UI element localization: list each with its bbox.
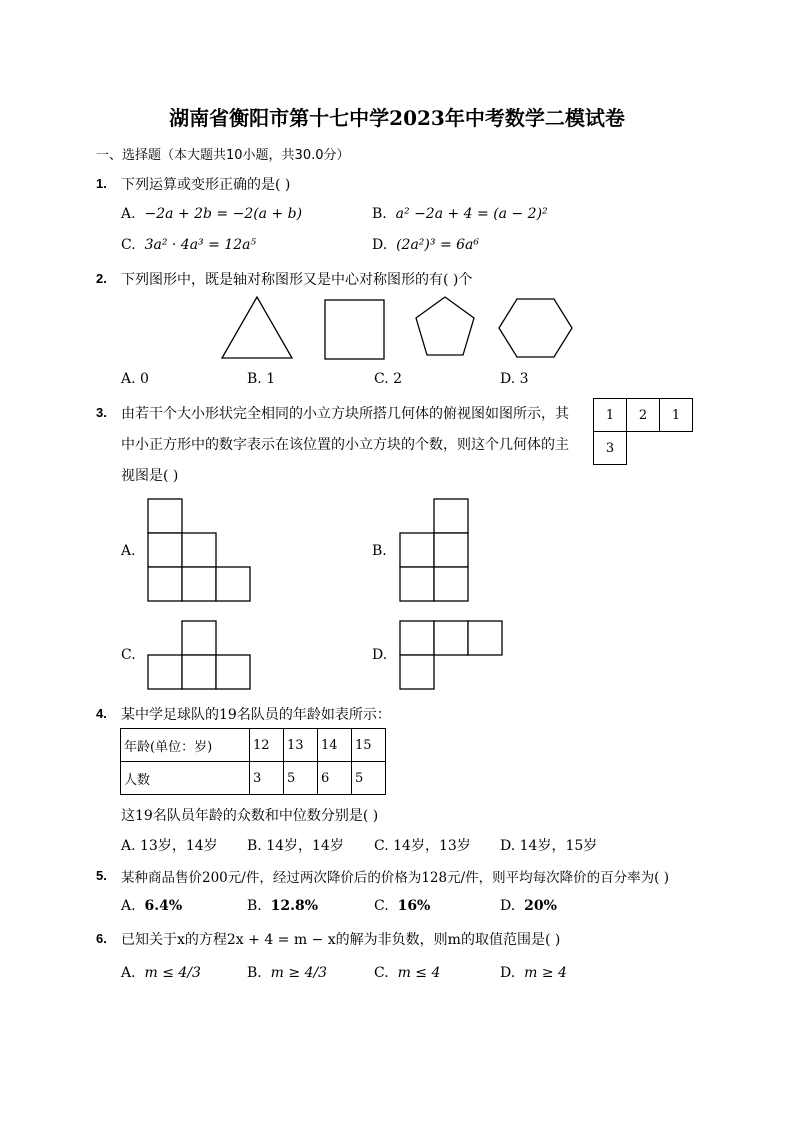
option-text: m ≥ 4/3 — [270, 965, 328, 981]
question-number: 2. — [96, 271, 107, 286]
option-text: 14岁，13岁 — [393, 838, 471, 854]
option-letter: C. — [121, 237, 136, 253]
option-a[interactable] — [121, 965, 201, 981]
option-c[interactable] — [374, 898, 430, 914]
front-view-d — [399, 620, 505, 692]
option-text: 14岁，14岁 — [266, 838, 344, 854]
table-cell: 5 — [352, 762, 386, 795]
table-cell: 15 — [352, 729, 386, 762]
option-letter: D. — [500, 898, 516, 914]
option-letter: A. — [121, 371, 136, 387]
option-letter: D. — [500, 371, 516, 387]
option-letter: A. — [121, 206, 136, 222]
option-text: m ≤ 4/3 — [144, 965, 201, 981]
table-row — [121, 762, 386, 795]
empty-cell — [660, 432, 693, 465]
option-a[interactable] — [121, 371, 149, 387]
option-text: m ≥ 4 — [524, 965, 567, 981]
option-d[interactable] — [500, 835, 597, 855]
empty-cell — [627, 432, 660, 465]
option-c[interactable]: C. — [121, 647, 136, 663]
option-letter: C. — [374, 965, 389, 981]
option-d[interactable] — [500, 371, 529, 387]
option-d[interactable]: D. — [372, 647, 388, 663]
option-text: 16% — [397, 898, 431, 914]
option-text: 1 — [266, 371, 276, 387]
question-number: 6. — [96, 931, 107, 946]
question-line: 视图是( ) — [121, 468, 179, 484]
table-cell: 人数 — [121, 762, 250, 795]
option-a[interactable] — [121, 898, 182, 914]
option-b[interactable]: B. — [372, 543, 387, 559]
option-text: m ≤ 4 — [397, 965, 441, 981]
question-text: 下列运算或变形正确的是( ) — [121, 177, 291, 193]
option-text: 12.8% — [270, 898, 319, 914]
pentagon-figure — [416, 297, 474, 355]
age-table — [120, 728, 386, 795]
top-view-grid — [593, 398, 693, 465]
question-number: 4. — [96, 706, 107, 721]
option-text: −2a + 2b = −2(a + b) — [144, 206, 303, 222]
front-view-a — [147, 498, 253, 604]
section-heading: 一、选择题（本大题共10小题，共30.0分） — [96, 148, 350, 163]
option-letter: B. — [247, 371, 262, 387]
option-a[interactable] — [121, 835, 218, 855]
option-text: 6.4% — [144, 898, 183, 914]
option-letter: B. — [247, 898, 262, 914]
option-text: a² −2a + 4 = (a − 2)² — [395, 206, 548, 222]
option-a[interactable]: A. — [121, 543, 136, 559]
table-cell: 5 — [284, 762, 318, 795]
question-number: 5. — [96, 868, 107, 883]
triangle-figure — [222, 297, 292, 358]
square-figure — [325, 300, 384, 359]
table-row — [121, 729, 386, 762]
option-letter: A. — [121, 898, 136, 914]
question-text: 某种商品售价200元/件，经过两次降价后的价格为128元/件，则平均每次降价的百分率为( ) — [121, 870, 669, 886]
question-line: 中小正方形中的数字表示在该位置的小立方块的个数，则这个几何体的主 — [121, 437, 569, 453]
option-d[interactable] — [500, 898, 557, 914]
option-b[interactable] — [372, 206, 548, 222]
table-cell: 14 — [318, 729, 352, 762]
option-text: 20% — [524, 898, 557, 914]
option-letter: A. — [121, 838, 136, 854]
option-text: 2 — [393, 371, 403, 387]
question-text: 这19名队员年龄的众数和中位数分别是( ) — [121, 808, 379, 824]
option-b[interactable] — [247, 965, 327, 981]
option-text: 13岁，14岁 — [140, 838, 218, 854]
top-view-cell: 1 — [660, 399, 693, 432]
table-cell: 3 — [250, 762, 284, 795]
option-letter: A. — [121, 965, 136, 981]
option-a[interactable] — [121, 206, 302, 222]
option-b[interactable] — [247, 835, 344, 855]
option-letter: B. — [247, 838, 262, 854]
page-title: 湖南省衡阳市第十七中学2023年中考数学二模试卷 — [169, 106, 625, 130]
option-text: 14岁，15岁 — [519, 838, 598, 854]
option-c[interactable] — [374, 371, 402, 387]
option-d[interactable] — [372, 237, 479, 253]
option-letter: D. — [372, 237, 388, 253]
option-text: 3a² · 4a³ = 12a⁵ — [144, 237, 257, 253]
option-d[interactable] — [500, 965, 567, 981]
table-cell: 13 — [284, 729, 318, 762]
front-view-b — [399, 498, 471, 604]
option-letter: B. — [247, 965, 262, 981]
option-text: 0 — [140, 371, 149, 387]
table-cell: 12 — [250, 729, 284, 762]
option-text: (2a²)³ = 6a⁶ — [396, 237, 479, 253]
option-letter: C. — [374, 838, 389, 854]
table-cell: 年龄(单位：岁) — [121, 729, 250, 762]
question-text: 下列图形中，既是轴对称图形又是中心对称图形的有( )个 — [121, 272, 473, 288]
option-c[interactable] — [121, 237, 256, 253]
option-b[interactable] — [247, 371, 275, 387]
symmetry-figures — [215, 292, 580, 364]
top-view-cell: 2 — [627, 399, 660, 432]
option-letter: C. — [374, 371, 389, 387]
front-view-c — [147, 620, 253, 692]
option-c[interactable] — [374, 965, 440, 981]
option-letter: C. — [374, 898, 389, 914]
question-text: 某中学足球队的19名队员的年龄如表所示： — [121, 707, 391, 723]
question-text: 已知关于x的方程2x + 4 = m − x的解为非负数，则m的取值范围是( ) — [121, 932, 561, 948]
question-number: 3. — [96, 405, 107, 420]
option-b[interactable] — [247, 898, 318, 914]
option-letter: D. — [500, 965, 516, 981]
question-number: 1. — [96, 176, 107, 191]
option-text: 3 — [519, 371, 529, 387]
option-letter: D. — [500, 838, 516, 854]
option-c[interactable] — [374, 835, 471, 855]
question-line: 由若干个大小形状完全相同的小立方块所搭几何体的俯视图如图所示，其 — [121, 406, 569, 422]
top-view-cell: 1 — [594, 399, 627, 432]
option-letter: B. — [372, 206, 387, 222]
hexagon-figure — [499, 299, 572, 357]
table-cell: 6 — [318, 762, 352, 795]
top-view-cell: 3 — [594, 432, 627, 465]
